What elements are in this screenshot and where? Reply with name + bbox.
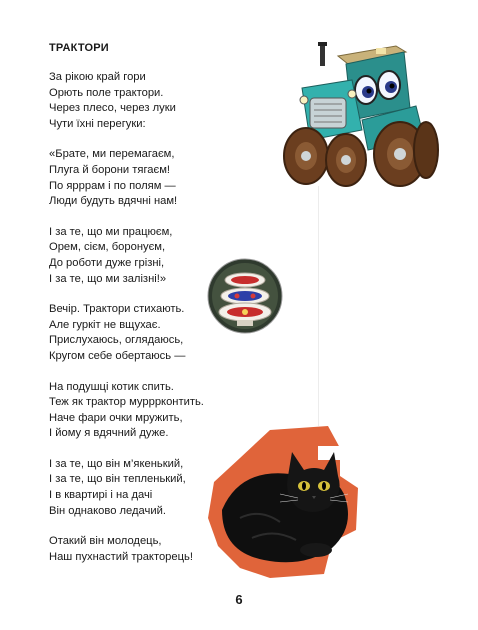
poem-line: Чути їхні перегуки:: [49, 117, 146, 130]
stanza: [49, 70, 249, 132]
poem-line: І за те, що ми працюєм,: [49, 225, 173, 238]
poem-line: І в квартирі і на дачі: [49, 489, 153, 502]
poem-line: Він однаково ледачий.: [49, 504, 166, 517]
poem-line: Теж як трактор мурррконтить.: [49, 396, 204, 409]
poem-line: Через плесо, через луки: [49, 102, 176, 115]
poem-line: Наш пухнастий тракторець!: [49, 550, 193, 563]
poem-line: Плуга й борони тягаєм!: [49, 163, 171, 176]
poem-line: «Брате, ми перемагаєм,: [49, 148, 175, 161]
poem-line: І йому я вдячний дуже.: [49, 427, 169, 440]
poem-line: Орють поле трактори.: [49, 86, 164, 99]
poem-line: Прислухаюсь, оглядаюсь,: [49, 334, 184, 347]
poem-line: Орем, сієм, боронуєм,: [49, 241, 166, 254]
poem-line: І за те, що ми залізні!»: [49, 272, 167, 285]
poem-line: Вечір. Трактори стихають.: [49, 303, 185, 316]
poem-line: І за те, що він м’якенький,: [49, 457, 184, 470]
poem-line: До роботи дуже грізні,: [49, 256, 165, 269]
page-fold-line: [318, 186, 319, 426]
poem-line: Але гуркіт не вщухає.: [49, 318, 161, 331]
stanza: [49, 147, 249, 209]
poem-line: Кругом себе обертаюсь —: [49, 349, 186, 362]
decorated-plates-illustration: [207, 258, 283, 334]
poem-line: По ярррам і по полям —: [49, 179, 176, 192]
poem-line: Отакий він молодець,: [49, 535, 162, 548]
poem-line: І за те, що він тепленький,: [49, 473, 186, 486]
poem-title: ТРАКТОРИ: [49, 42, 109, 54]
black-cat-illustration: [200, 418, 360, 578]
poem-line: Наче фари очки мружить,: [49, 411, 183, 424]
tractor-illustration: [276, 38, 441, 188]
page-number: 6: [235, 592, 243, 607]
poem-line: За рікою край гори: [49, 71, 146, 83]
poem-line: На подушці котик спить.: [49, 380, 174, 393]
poem-line: Люди будуть вдячні нам!: [49, 195, 178, 208]
